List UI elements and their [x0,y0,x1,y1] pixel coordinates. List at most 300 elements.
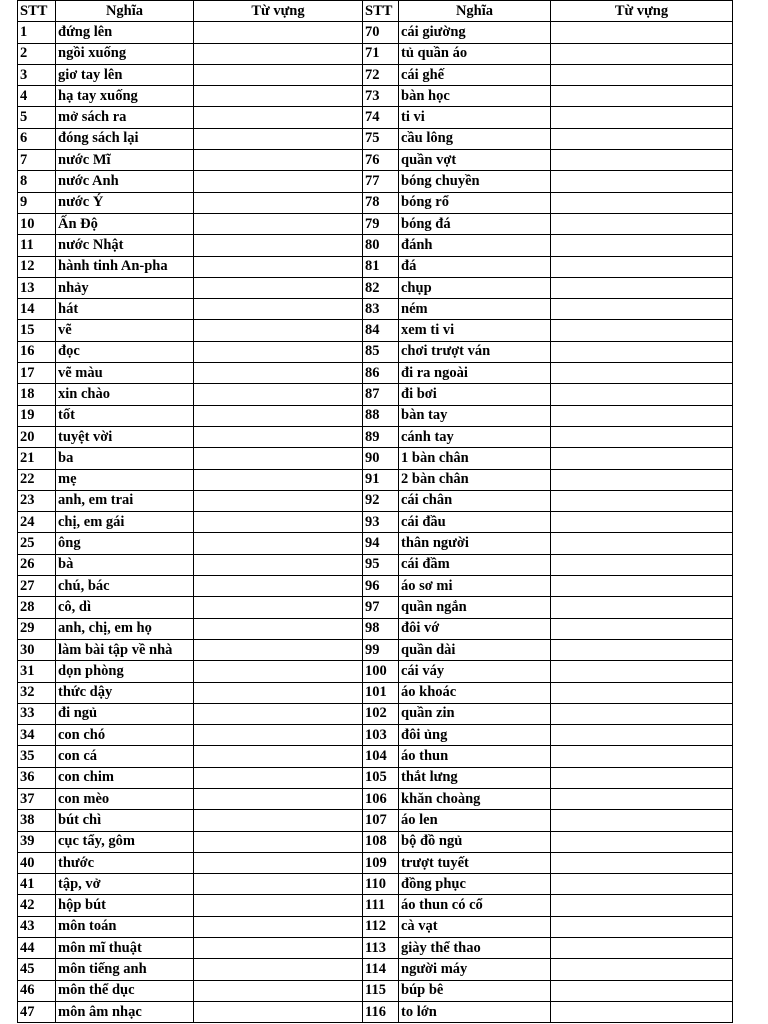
meaning-cell-left: môn tiếng anh [56,959,194,980]
meaning-cell-left: nước Ý [56,192,194,213]
table-row [18,512,733,533]
header-stt-right: STT [363,1,399,22]
stt-cell-right: 115 [363,980,399,1001]
stt-cell-right: 92 [363,490,399,511]
vocab-blank-cell-right [551,767,733,788]
vocab-blank-cell-left [194,86,363,107]
stt-cell-right: 105 [363,767,399,788]
meaning-cell-left: tập, vở [56,874,194,895]
stt-cell-left: 22 [18,469,56,490]
table-row [18,384,733,405]
vocab-blank-cell-left [194,235,363,256]
table-row [18,426,733,447]
stt-cell-left: 25 [18,533,56,554]
meaning-cell-left: môn toán [56,916,194,937]
stt-cell-left: 29 [18,618,56,639]
meaning-cell-right: đồng phục [399,874,551,895]
meaning-cell-right: áo khoác [399,682,551,703]
stt-cell-right: 81 [363,256,399,277]
stt-cell-left: 40 [18,852,56,873]
vocab-blank-cell-left [194,810,363,831]
vocab-blank-cell-left [194,150,363,171]
meaning-cell-left: ông [56,533,194,554]
vocab-blank-cell-right [551,299,733,320]
meaning-cell-right: 2 bàn chân [399,469,551,490]
stt-cell-right: 73 [363,86,399,107]
meaning-cell-left: con chim [56,767,194,788]
table-row [18,554,733,575]
stt-cell-left: 47 [18,1001,56,1022]
vocab-blank-cell-right [551,938,733,959]
table-row [18,895,733,916]
meaning-cell-right: quần dài [399,639,551,660]
meaning-cell-right: quần ngắn [399,597,551,618]
vocab-blank-cell-right [551,554,733,575]
meaning-cell-left: môn mĩ thuật [56,938,194,959]
vocab-blank-cell-left [194,788,363,809]
vocab-blank-cell-left [194,341,363,362]
meaning-cell-right: áo sơ mi [399,576,551,597]
meaning-cell-left: nước Anh [56,171,194,192]
meaning-cell-right: đánh [399,235,551,256]
meaning-cell-left: hộp bút [56,895,194,916]
meaning-cell-right: to lớn [399,1001,551,1022]
header-row [18,1,733,22]
meaning-cell-left: đứng lên [56,22,194,43]
vocab-blank-cell-right [551,192,733,213]
meaning-cell-right: đi bơi [399,384,551,405]
stt-cell-right: 94 [363,533,399,554]
vocab-blank-cell-left [194,426,363,447]
stt-cell-left: 26 [18,554,56,575]
stt-cell-left: 15 [18,320,56,341]
stt-cell-right: 84 [363,320,399,341]
stt-cell-right: 87 [363,384,399,405]
table-row [18,320,733,341]
meaning-cell-left: chị, em gái [56,512,194,533]
stt-cell-left: 6 [18,128,56,149]
stt-cell-right: 101 [363,682,399,703]
meaning-cell-right: chơi trượt ván [399,341,551,362]
vocab-blank-cell-left [194,618,363,639]
meaning-cell-left: anh, chị, em họ [56,618,194,639]
vocab-blank-cell-right [551,43,733,64]
vocab-blank-cell-right [551,171,733,192]
meaning-cell-right: bộ đồ ngủ [399,831,551,852]
vocab-blank-cell-right [551,959,733,980]
vocab-blank-cell-right [551,384,733,405]
table-row [18,107,733,128]
vocab-blank-cell-left [194,448,363,469]
stt-cell-right: 98 [363,618,399,639]
table-row [18,852,733,873]
vocab-blank-cell-left [194,64,363,85]
meaning-cell-right: tủ quần áo [399,43,551,64]
header-nghia-left: Nghĩa [56,1,194,22]
stt-cell-left: 33 [18,703,56,724]
stt-cell-right: 91 [363,469,399,490]
table-row [18,959,733,980]
header-nghia-right: Nghĩa [399,1,551,22]
stt-cell-left: 31 [18,661,56,682]
vocab-blank-cell-right [551,639,733,660]
stt-cell-left: 44 [18,938,56,959]
meaning-cell-left: chú, bác [56,576,194,597]
vocab-blank-cell-right [551,980,733,1001]
vocab-blank-cell-left [194,1001,363,1022]
meaning-cell-right: cái đầu [399,512,551,533]
vocab-blank-cell-right [551,405,733,426]
meaning-cell-right: cái giường [399,22,551,43]
vocab-blank-cell-right [551,725,733,746]
meaning-cell-left: Ấn Độ [56,213,194,234]
meaning-cell-right: áo thun có cổ [399,895,551,916]
stt-cell-right: 83 [363,299,399,320]
stt-cell-right: 74 [363,107,399,128]
meaning-cell-left: con mèo [56,788,194,809]
meaning-cell-left: bà [56,554,194,575]
table-row [18,256,733,277]
vocab-blank-cell-left [194,171,363,192]
table-row [18,831,733,852]
stt-cell-right: 107 [363,810,399,831]
meaning-cell-left: tốt [56,405,194,426]
vocab-blank-cell-left [194,874,363,895]
table-row [18,86,733,107]
meaning-cell-left: thước [56,852,194,873]
meaning-cell-right: trượt tuyết [399,852,551,873]
vocab-blank-cell-right [551,277,733,298]
table-row [18,277,733,298]
stt-cell-left: 18 [18,384,56,405]
meaning-cell-right: cầu lông [399,128,551,149]
meaning-cell-left: nhảy [56,277,194,298]
meaning-cell-left: anh, em trai [56,490,194,511]
stt-cell-left: 14 [18,299,56,320]
vocab-blank-cell-left [194,128,363,149]
table-row [18,597,733,618]
table-row [18,533,733,554]
meaning-cell-right: thắt lưng [399,767,551,788]
stt-cell-left: 13 [18,277,56,298]
stt-cell-left: 43 [18,916,56,937]
vocab-blank-cell-right [551,597,733,618]
vocab-blank-cell-left [194,746,363,767]
vocab-blank-cell-right [551,831,733,852]
meaning-cell-right: chụp [399,277,551,298]
stt-cell-left: 36 [18,767,56,788]
stt-cell-right: 71 [363,43,399,64]
vocab-blank-cell-right [551,576,733,597]
table-row [18,64,733,85]
vocab-blank-cell-right [551,128,733,149]
vocab-blank-cell-left [194,959,363,980]
vocab-blank-cell-right [551,533,733,554]
vocab-blank-cell-left [194,490,363,511]
stt-cell-left: 8 [18,171,56,192]
vocab-blank-cell-right [551,448,733,469]
table-row [18,788,733,809]
vocab-blank-cell-left [194,192,363,213]
table-row [18,980,733,1001]
meaning-cell-left: cục tẩy, gôm [56,831,194,852]
vocab-blank-cell-left [194,469,363,490]
meaning-cell-right: 1 bàn chân [399,448,551,469]
table-row [18,490,733,511]
table-row [18,22,733,43]
table-row [18,213,733,234]
meaning-cell-right: bàn tay [399,405,551,426]
table-row [18,703,733,724]
stt-cell-left: 41 [18,874,56,895]
vocab-blank-cell-left [194,703,363,724]
vocab-blank-cell-right [551,682,733,703]
meaning-cell-right: quần zin [399,703,551,724]
vocab-blank-cell-left [194,597,363,618]
vocab-blank-cell-right [551,235,733,256]
vocab-blank-cell-left [194,384,363,405]
vocab-blank-cell-right [551,86,733,107]
vocab-blank-cell-left [194,405,363,426]
vocab-blank-cell-right [551,64,733,85]
vocab-blank-cell-right [551,916,733,937]
vocab-blank-cell-left [194,682,363,703]
table-row [18,639,733,660]
vocab-blank-cell-left [194,895,363,916]
stt-cell-left: 23 [18,490,56,511]
vocab-blank-cell-left [194,277,363,298]
stt-cell-right: 82 [363,277,399,298]
stt-cell-left: 45 [18,959,56,980]
meaning-cell-left: tuyệt vời [56,426,194,447]
table-row [18,767,733,788]
stt-cell-left: 16 [18,341,56,362]
meaning-cell-left: môn âm nhạc [56,1001,194,1022]
meaning-cell-right: người máy [399,959,551,980]
meaning-cell-right: cái chân [399,490,551,511]
meaning-cell-right: giày thể thao [399,938,551,959]
header-stt-left: STT [18,1,56,22]
vocab-blank-cell-right [551,213,733,234]
stt-cell-left: 24 [18,512,56,533]
header-tuvung-left: Từ vựng [194,1,363,22]
meaning-cell-left: ba [56,448,194,469]
stt-cell-right: 90 [363,448,399,469]
stt-cell-left: 7 [18,150,56,171]
vocab-blank-cell-right [551,1001,733,1022]
stt-cell-left: 2 [18,43,56,64]
stt-cell-left: 27 [18,576,56,597]
table-row [18,128,733,149]
vocab-blank-cell-right [551,661,733,682]
vocab-blank-cell-right [551,426,733,447]
stt-cell-left: 35 [18,746,56,767]
table-row [18,469,733,490]
stt-cell-left: 10 [18,213,56,234]
vocab-blank-cell-right [551,107,733,128]
stt-cell-right: 104 [363,746,399,767]
stt-cell-right: 70 [363,22,399,43]
stt-cell-right: 88 [363,405,399,426]
stt-cell-right: 96 [363,576,399,597]
table-row [18,192,733,213]
stt-cell-right: 110 [363,874,399,895]
meaning-cell-right: cái ghế [399,64,551,85]
meaning-cell-right: cánh tay [399,426,551,447]
vocab-blank-cell-right [551,512,733,533]
table-row [18,576,733,597]
stt-cell-left: 21 [18,448,56,469]
stt-cell-right: 93 [363,512,399,533]
meaning-cell-left: mẹ [56,469,194,490]
vocab-blank-cell-left [194,916,363,937]
meaning-cell-left: vẽ màu [56,363,194,384]
vocab-blank-cell-left [194,213,363,234]
stt-cell-right: 97 [363,597,399,618]
vocab-blank-cell-left [194,320,363,341]
stt-cell-right: 75 [363,128,399,149]
stt-cell-left: 42 [18,895,56,916]
meaning-cell-right: bàn học [399,86,551,107]
vocab-blank-cell-right [551,469,733,490]
meaning-cell-right: xem ti vi [399,320,551,341]
vocab-blank-cell-left [194,256,363,277]
table-row [18,682,733,703]
meaning-cell-right: áo thun [399,746,551,767]
meaning-cell-right: bóng đá [399,213,551,234]
vocab-blank-cell-left [194,725,363,746]
meaning-cell-left: đọc [56,341,194,362]
meaning-cell-left: hát [56,299,194,320]
stt-cell-right: 100 [363,661,399,682]
stt-cell-right: 72 [363,64,399,85]
meaning-cell-right: khăn choàng [399,788,551,809]
meaning-cell-left: hạ tay xuống [56,86,194,107]
vocab-blank-cell-right [551,490,733,511]
table-row [18,746,733,767]
table-row [18,405,733,426]
meaning-cell-right: bóng rổ [399,192,551,213]
stt-cell-right: 77 [363,171,399,192]
stt-cell-left: 17 [18,363,56,384]
vocab-blank-cell-right [551,874,733,895]
vocab-blank-cell-right [551,256,733,277]
stt-cell-right: 114 [363,959,399,980]
vocab-blank-cell-right [551,788,733,809]
table-body [18,22,733,1023]
vocab-blank-cell-left [194,299,363,320]
stt-cell-right: 89 [363,426,399,447]
table-row [18,874,733,895]
stt-cell-right: 76 [363,150,399,171]
stt-cell-right: 80 [363,235,399,256]
meaning-cell-right: bóng chuyền [399,171,551,192]
stt-cell-right: 86 [363,363,399,384]
stt-cell-left: 4 [18,86,56,107]
stt-cell-right: 112 [363,916,399,937]
meaning-cell-left: mở sách ra [56,107,194,128]
meaning-cell-left: con chó [56,725,194,746]
meaning-cell-right: búp bê [399,980,551,1001]
table-row [18,725,733,746]
stt-cell-right: 116 [363,1001,399,1022]
meaning-cell-left: dọn phòng [56,661,194,682]
stt-cell-left: 46 [18,980,56,1001]
meaning-cell-left: vẽ [56,320,194,341]
vocab-blank-cell-left [194,533,363,554]
table-row [18,363,733,384]
meaning-cell-right: đôi ủng [399,725,551,746]
stt-cell-right: 103 [363,725,399,746]
stt-cell-left: 9 [18,192,56,213]
vocab-blank-cell-right [551,810,733,831]
vocab-blank-cell-left [194,661,363,682]
vocab-blank-cell-left [194,43,363,64]
stt-cell-right: 111 [363,895,399,916]
vocab-blank-cell-left [194,980,363,1001]
table-row [18,448,733,469]
meaning-cell-left: nước Nhật [56,235,194,256]
stt-cell-left: 1 [18,22,56,43]
vocab-blank-cell-right [551,341,733,362]
vocab-blank-cell-right [551,852,733,873]
table-row [18,1001,733,1022]
table-row [18,810,733,831]
meaning-cell-right: đôi vớ [399,618,551,639]
table-row [18,235,733,256]
meaning-cell-left: hành tinh An-pha [56,256,194,277]
meaning-cell-left: môn thể dục [56,980,194,1001]
vocab-blank-cell-left [194,107,363,128]
stt-cell-left: 3 [18,64,56,85]
meaning-cell-right: ném [399,299,551,320]
stt-cell-left: 19 [18,405,56,426]
table-row [18,618,733,639]
meaning-cell-left: nước Mĩ [56,150,194,171]
meaning-cell-right: đá [399,256,551,277]
stt-cell-right: 102 [363,703,399,724]
meaning-cell-left: thức dậy [56,682,194,703]
stt-cell-right: 95 [363,554,399,575]
vocab-blank-cell-right [551,363,733,384]
vocab-blank-cell-right [551,746,733,767]
stt-cell-right: 113 [363,938,399,959]
table-row [18,150,733,171]
stt-cell-left: 5 [18,107,56,128]
vocab-blank-cell-right [551,150,733,171]
stt-cell-left: 20 [18,426,56,447]
meaning-cell-right: áo len [399,810,551,831]
stt-cell-right: 78 [363,192,399,213]
stt-cell-left: 37 [18,788,56,809]
stt-cell-right: 99 [363,639,399,660]
meaning-cell-right: thân người [399,533,551,554]
table-row [18,938,733,959]
vocab-blank-cell-left [194,512,363,533]
stt-cell-left: 34 [18,725,56,746]
vocab-blank-cell-left [194,767,363,788]
meaning-cell-right: cái váy [399,661,551,682]
meaning-cell-left: cô, dì [56,597,194,618]
vocab-blank-cell-left [194,22,363,43]
stt-cell-left: 11 [18,235,56,256]
stt-cell-right: 109 [363,852,399,873]
vocab-blank-cell-left [194,639,363,660]
vocab-blank-cell-right [551,895,733,916]
table-row [18,916,733,937]
meaning-cell-left: đi ngủ [56,703,194,724]
vocab-blank-cell-left [194,938,363,959]
